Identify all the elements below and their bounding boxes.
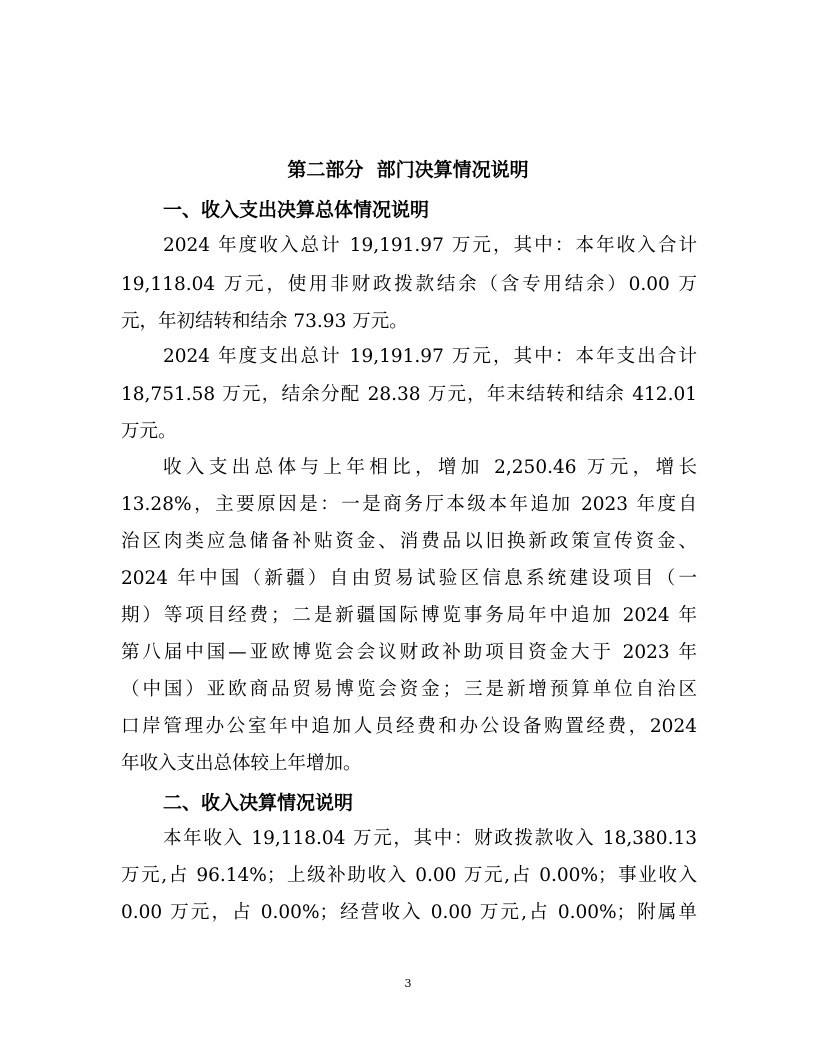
paragraph-line: 19,118.04 万元，使用非财政拨款结余（含专用结余）0.00 万 — [121, 274, 697, 295]
section-heading-income-final-accounts: 二、收入决算情况说明 — [163, 792, 354, 814]
paragraph-line: 13.28%，主要原因是：一是商务厅本级本年追加 2023 年度自 — [121, 494, 697, 515]
paragraph-line: 2024 年度收入总计 19,191.97 万元，其中：本年收入合计 — [163, 235, 697, 256]
paragraph-line: 本年收入 19,118.04 万元，其中：财政拨款收入 18,380.13 — [163, 828, 697, 849]
paragraph-line: 收入支出总体与上年相比，增加 2,250.46 万元，增长 — [163, 457, 697, 478]
paragraph-line: 口岸管理办公室年中追加人员经费和办公设备购置经费，2024 — [121, 716, 697, 737]
paragraph-line: 第八届中国—亚欧博览会会议财政补助项目资金大于 2023 年 — [121, 642, 697, 663]
section-heading-income-expenditure-overview: 一、收入支出决算总体情况说明 — [163, 199, 430, 221]
paragraph-line: 18,751.58 万元，结余分配 28.38 万元，年末结转和结余 412.01 — [121, 384, 697, 405]
paragraph-line: （中国）亚欧商品贸易博览会资金；三是新增预算单位自治区 — [121, 679, 697, 700]
paragraph-line: 万元,占 96.14%；上级补助收入 0.00 万元,占 0.00%；事业收入 — [121, 865, 697, 886]
paragraph-line: 2024 年中国（新疆）自由贸易试验区信息系统建设项目（一 — [121, 568, 697, 589]
paragraph-line: 期）等项目经费；二是新疆国际博览事务局年中追加 2024 年 — [121, 605, 697, 626]
paragraph-line: 万元。 — [121, 421, 177, 442]
page-title: 第二部分 部门决算情况说明 — [287, 159, 529, 181]
paragraph-line: 治区肉类应急储备补贴资金、消费品以旧换新政策宣传资金、 — [121, 531, 697, 552]
paragraph-line: 元，年初结转和结余 73.93 万元。 — [121, 311, 408, 332]
paragraph-line: 2024 年度支出总计 19,191.97 万元，其中：本年支出合计 — [163, 346, 697, 367]
paragraph-line: 0.00 万元，占 0.00%；经营收入 0.00 万元,占 0.00%；附属单 — [121, 902, 697, 923]
paragraph-line: 年收入支出总体较上年增加。 — [121, 753, 362, 774]
page-number: 3 — [404, 977, 412, 990]
